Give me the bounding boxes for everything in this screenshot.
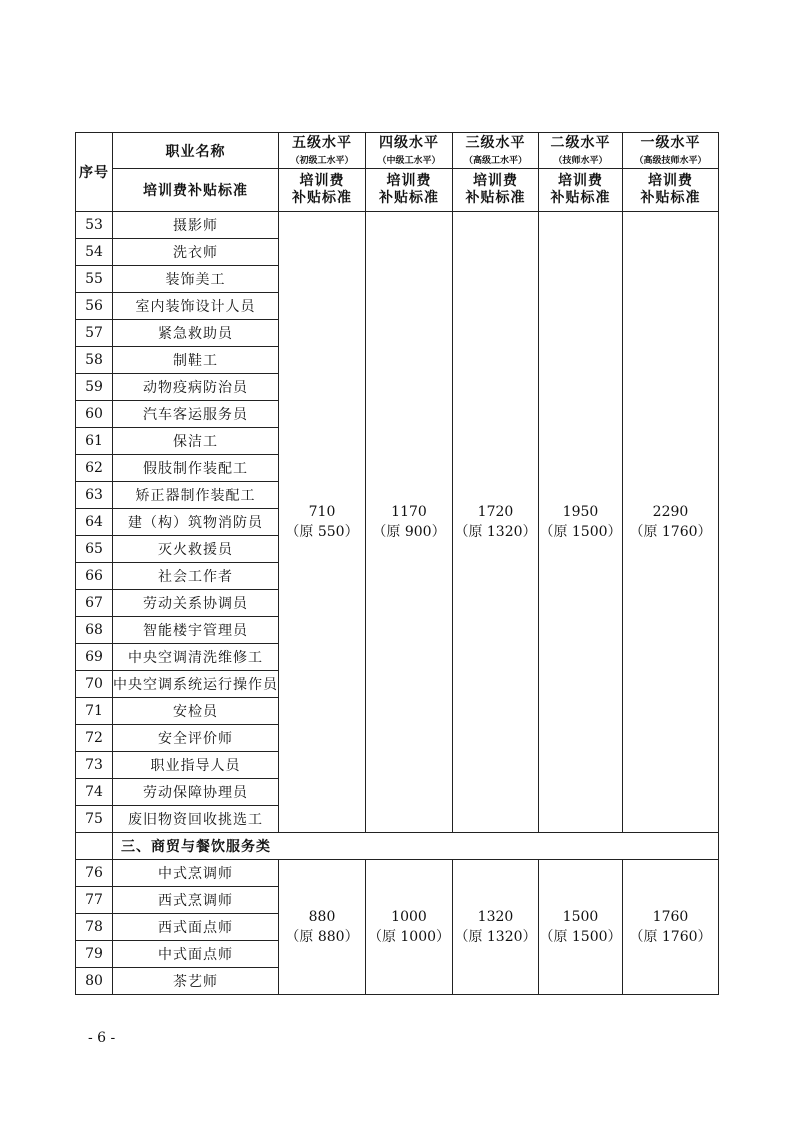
occupation-name: 茶艺师 [113,968,279,995]
row-number: 68 [76,617,113,644]
subsidy-amount [366,860,453,995]
occupation-name: 紧急救助员 [113,320,279,347]
amount-original: （原 1000） [367,929,451,945]
row-number: 59 [76,374,113,401]
occupation-name: 动物疫病防治员 [113,374,279,401]
amount-original: （原 900） [372,524,446,540]
seq-header: 序号 [76,133,113,212]
occupation-name: 智能楼宇管理员 [113,617,279,644]
fee-header: 培训费 补贴标准 [539,169,623,212]
occupation-name: 矫正器制作装配工 [113,482,279,509]
row-number: 62 [76,455,113,482]
subsidy-amount [279,212,366,833]
amount-value: 1170 [391,504,427,520]
subsidy-amount [539,212,623,833]
header-row-bottom [76,169,719,212]
occupation-name: 西式烹调师 [113,887,279,914]
amount-original: （原 1320） [454,929,537,945]
row-number: 78 [76,914,113,941]
subsidy-amount [539,860,623,995]
level-header-3 [453,133,539,169]
amount-value: 1000 [391,909,427,925]
row-number: 61 [76,428,113,455]
subsidy-amount [366,212,453,833]
row-number: 74 [76,779,113,806]
row-number: 76 [76,860,113,887]
level-header-2 [539,133,623,169]
row-number: 58 [76,347,113,374]
fee-header: 培训费 补贴标准 [366,169,453,212]
section-row [76,833,719,860]
amount-value: 1320 [477,909,514,925]
amount-value: 1720 [477,504,514,520]
amount-value: 1760 [652,909,689,925]
subsidy-table [75,132,719,995]
occupation-name: 建（构）筑物消防员 [113,509,279,536]
row-number: 67 [76,590,113,617]
occupation-header: 职业名称 [113,133,279,169]
level-name: 五级水平 [292,135,352,151]
occupation-name: 摄影师 [113,212,279,239]
fee-header: 培训费 补贴标准 [623,169,719,212]
occupation-name: 装饰美工 [113,266,279,293]
level-header-5 [279,133,366,169]
occupation-name: 西式面点师 [113,914,279,941]
occupation-name: 废旧物资回收挑选工 [113,806,279,833]
occupation-name: 安检员 [113,698,279,725]
standard-header: 培训费补贴标准 [113,169,279,212]
row-number: 64 [76,509,113,536]
row-number: 70 [76,671,113,698]
level-name: 四级水平 [379,135,439,151]
subsidy-amount [453,212,539,833]
subsidy-amount [623,860,719,995]
header-row-top [76,133,719,169]
amount-original: （原 1500） [539,929,622,945]
amount-value: 2290 [652,504,689,520]
occupation-name: 灭火救援员 [113,536,279,563]
level-sub: （中级工水平） [377,156,441,166]
occupation-name: 职业指导人员 [113,752,279,779]
row-number: 66 [76,563,113,590]
level-sub: （技师水平） [553,156,608,166]
row-number: 54 [76,239,113,266]
level-sub: （高级技师水平） [634,156,707,166]
occupation-name: 假肢制作装配工 [113,455,279,482]
row-number: 60 [76,401,113,428]
row-number: 80 [76,968,113,995]
section-seq-cell [76,833,113,860]
amount-value: 710 [308,504,336,520]
amount-original: （原 1760） [629,524,712,540]
row-number: 57 [76,320,113,347]
occupation-name: 制鞋工 [113,347,279,374]
occupation-name: 汽车客运服务员 [113,401,279,428]
table-row [76,860,719,887]
level-header-4 [366,133,453,169]
row-number: 73 [76,752,113,779]
table-row [76,212,719,239]
level-sub: （初级工水平） [290,156,354,166]
level-name: 二级水平 [550,135,611,151]
occupation-name: 中央空调清洗维修工 [113,644,279,671]
row-number: 79 [76,941,113,968]
occupation-name: 劳动保障协理员 [113,779,279,806]
row-number: 72 [76,725,113,752]
row-number: 65 [76,536,113,563]
amount-original: （原 550） [285,524,359,540]
amount-original: （原 880） [285,929,359,945]
amount-value: 1500 [562,909,599,925]
occupation-name: 中式烹调师 [113,860,279,887]
occupation-name: 中央空调系统运行操作员 [113,671,279,698]
amount-value: 1950 [562,504,599,520]
row-number: 77 [76,887,113,914]
level-name: 一级水平 [640,135,701,151]
row-number: 53 [76,212,113,239]
row-number: 75 [76,806,113,833]
page-number: - 6 - [88,1030,116,1046]
occupation-name: 室内装饰设计人员 [113,293,279,320]
amount-value: 880 [308,909,336,925]
subsidy-amount [279,860,366,995]
subsidy-amount [623,212,719,833]
occupation-name: 中式面点师 [113,941,279,968]
row-number: 63 [76,482,113,509]
level-sub: （高级工水平） [463,156,527,166]
row-number: 69 [76,644,113,671]
occupation-name: 安全评价师 [113,725,279,752]
row-number: 71 [76,698,113,725]
amount-original: （原 1320） [454,524,537,540]
level-header-1 [623,133,719,169]
occupation-name: 社会工作者 [113,563,279,590]
occupation-name: 劳动关系协调员 [113,590,279,617]
occupation-name: 保洁工 [113,428,279,455]
amount-original: （原 1500） [539,524,622,540]
row-number: 55 [76,266,113,293]
occupation-name: 洗衣师 [113,239,279,266]
fee-header: 培训费 补贴标准 [453,169,539,212]
section-title: 三、商贸与餐饮服务类 [113,833,719,860]
level-name: 三级水平 [465,135,526,151]
subsidy-amount [453,860,539,995]
row-number: 56 [76,293,113,320]
amount-original: （原 1760） [629,929,712,945]
fee-header: 培训费 补贴标准 [279,169,366,212]
